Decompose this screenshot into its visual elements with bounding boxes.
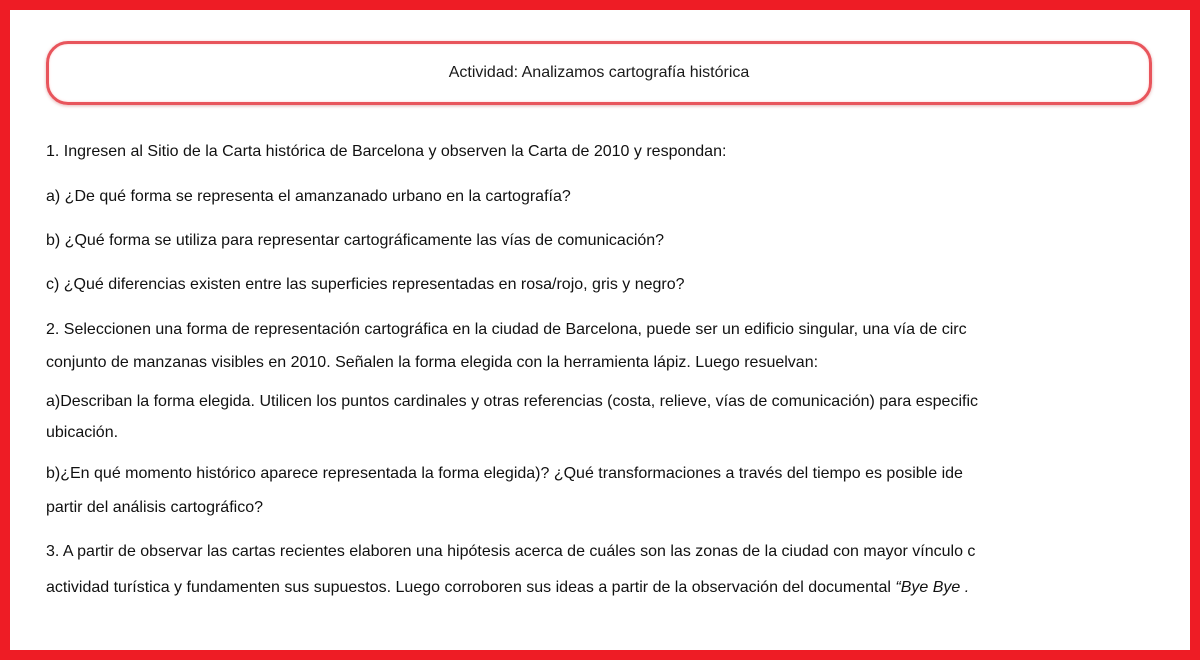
question-2a-line-1: a)Describan la forma elegida. Utilicen los puntos cardinales y otras referencias (costa, relieve, vías de comunicación) para especific: [46, 393, 978, 410]
question-1a: a) ¿De qué forma se representa el amanzanado urbano en la cartografía?: [46, 188, 571, 205]
question-1: 1. Ingresen al Sitio de la Carta histórica de Barcelona y observen la Carta de 2010 y respondan:: [46, 143, 727, 160]
question-2-line-1: 2. Seleccionen una forma de representación cartográfica en la ciudad de Barcelona, puede ser un edificio singular, una vía de circ: [46, 321, 967, 338]
question-1b: b) ¿Qué forma se utiliza para representar cartográficamente las vías de comunicación?: [46, 232, 665, 249]
activity-content: [46, 138, 1042, 608]
activity-title: Actividad: Analizamos cartografía histórica: [448, 64, 750, 81]
question-3-line-2-text: actividad turística y fundamenten sus supuestos. Luego corroboren sus ideas a partir de la observación del documental: [46, 579, 896, 596]
question-2a-line-2: ubicación.: [46, 424, 119, 441]
title-box: [46, 41, 1152, 105]
question-3-line-1: 3. A partir de observar las cartas recientes elaboren una hipótesis acerca de cuáles son las zonas de la ciudad con mayor vínculo c: [46, 543, 976, 560]
question-3-line-2: [46, 577, 969, 599]
question-2b-line-2: partir del análisis cartográfico?: [46, 499, 263, 516]
question-1c: c) ¿Qué diferencias existen entre las superficies representadas en rosa/rojo, gris y negro?: [46, 276, 685, 293]
question-2-line-2: conjunto de manzanas visibles en 2010. Señalen la forma elegida con la herramienta lápiz. Luego resuelvan:: [46, 354, 819, 371]
question-2b-line-1: b)¿En qué momento histórico aparece representada la forma elegida)? ¿Qué transformaciones a través del tiempo es posible ide: [46, 465, 963, 482]
documentary-title: “Bye Bye .: [895, 579, 970, 596]
